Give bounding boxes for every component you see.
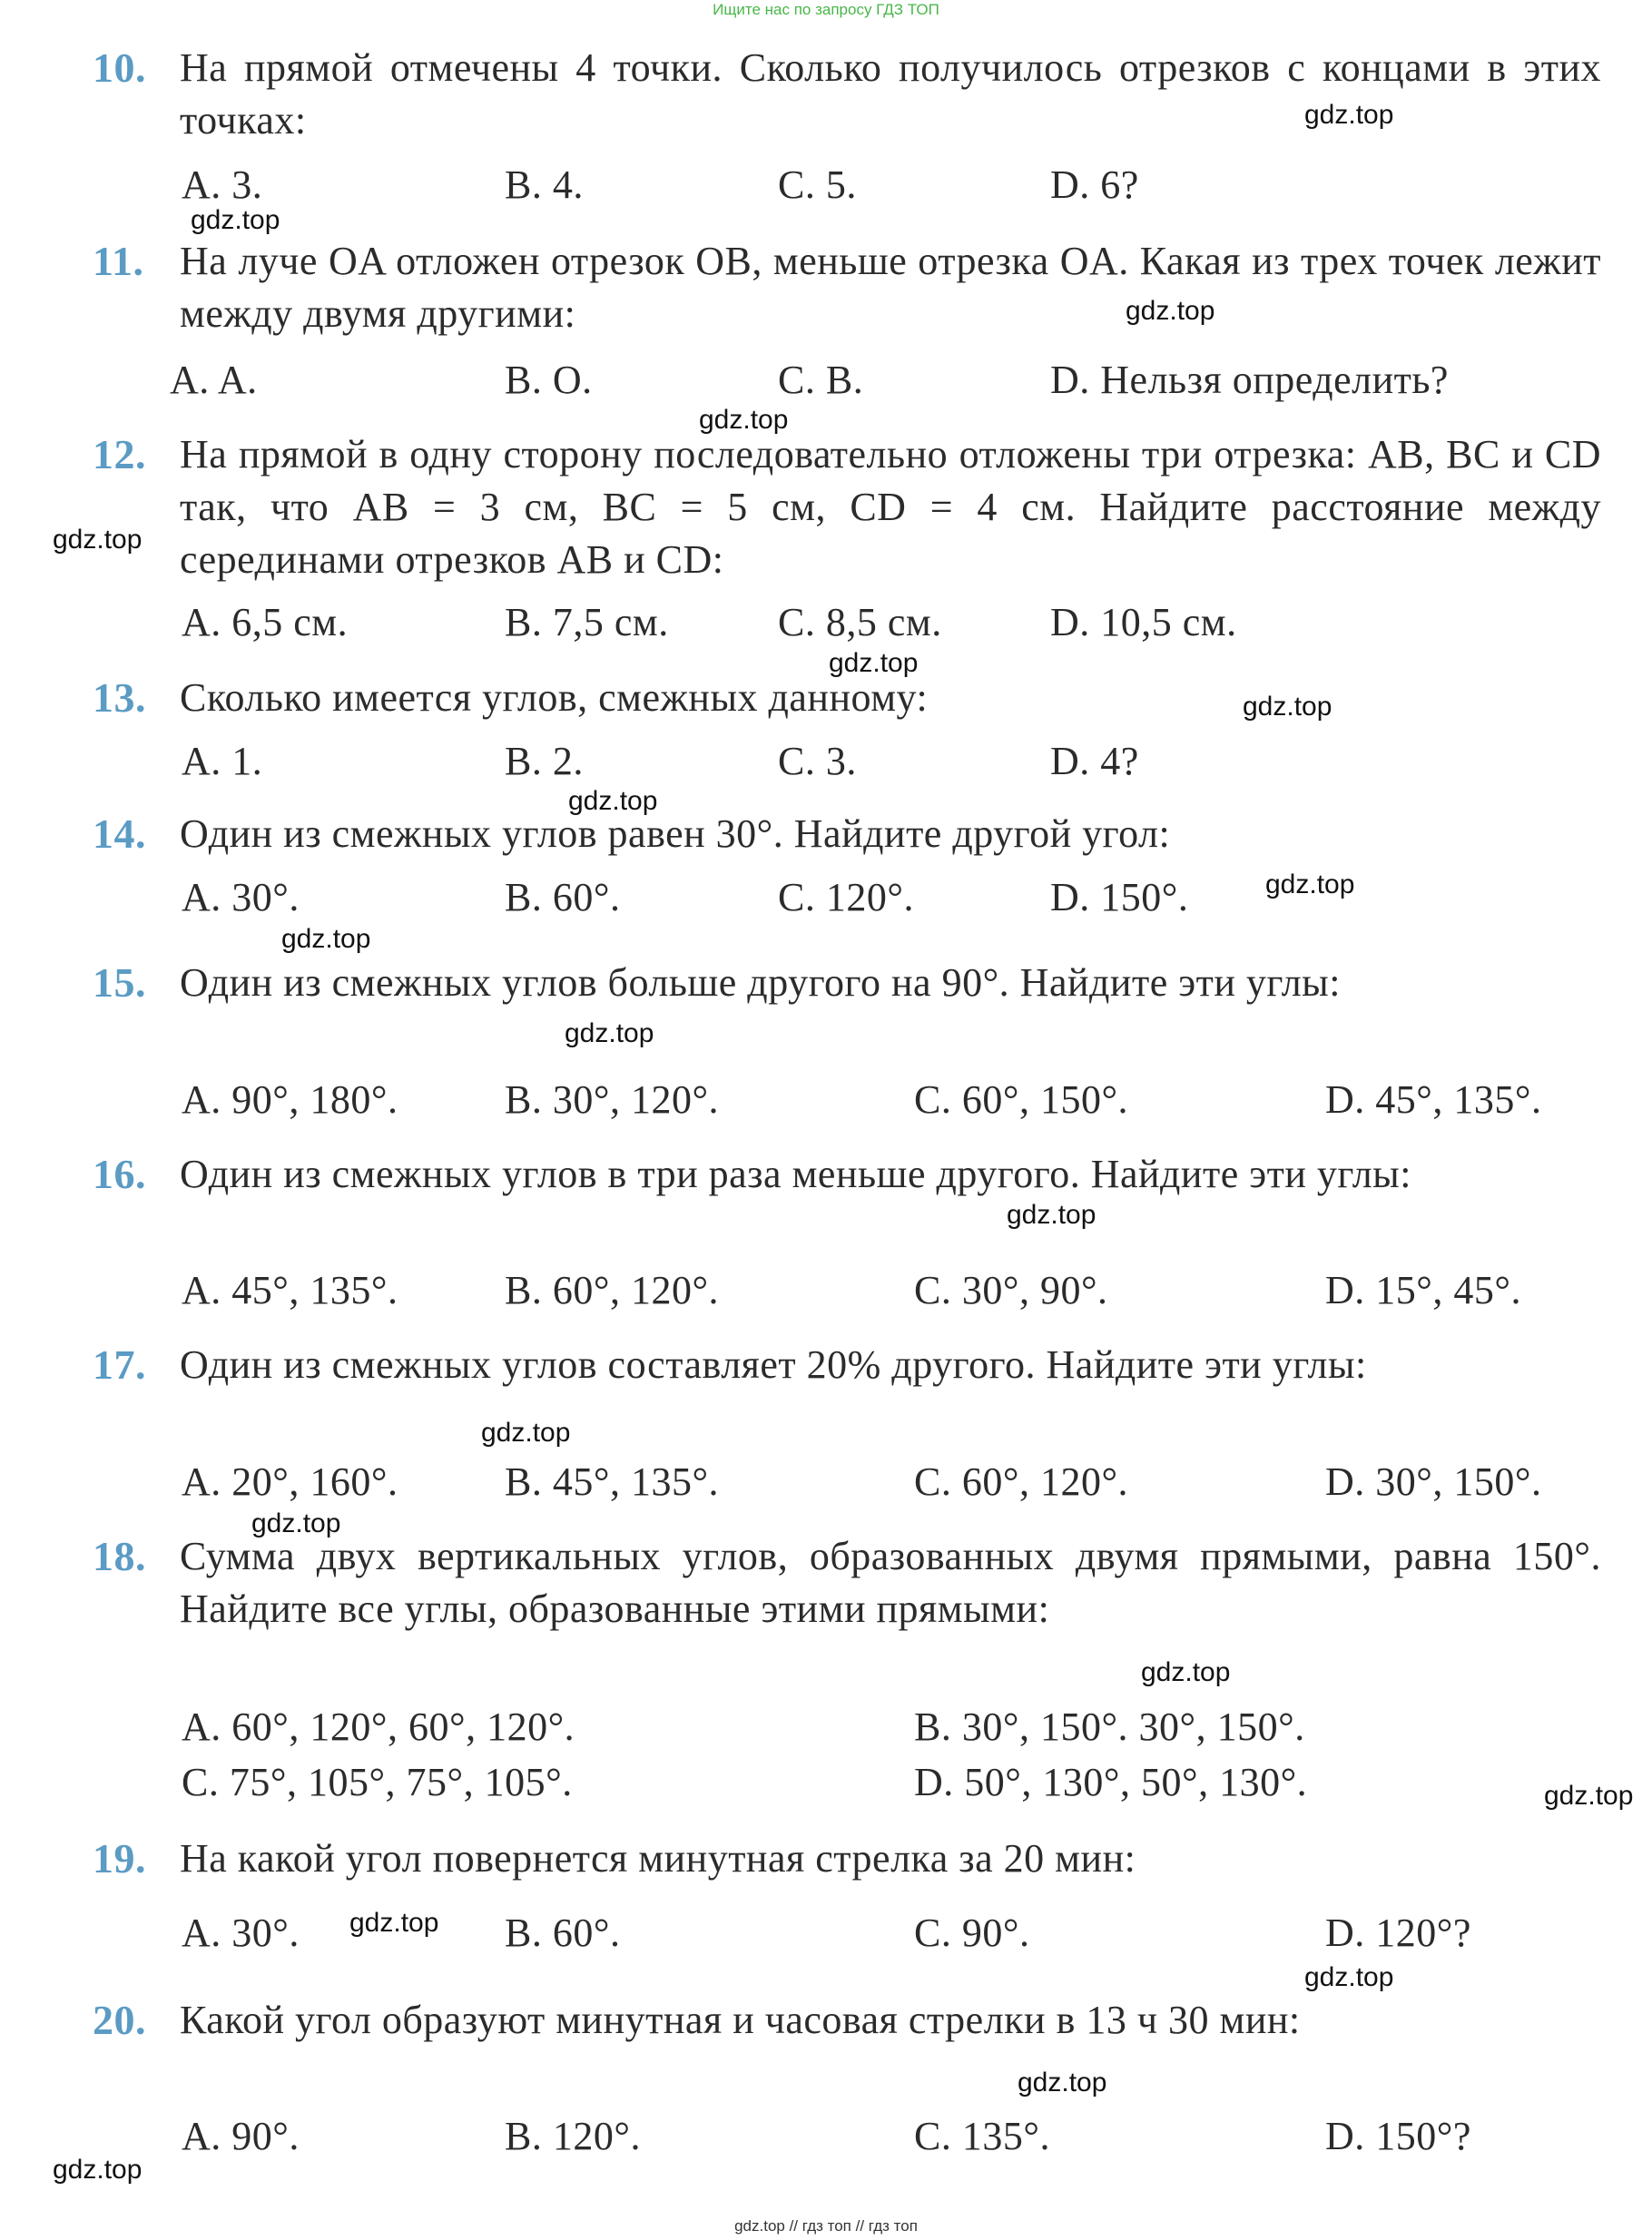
question-18-answer-a: A. 60°, 120°, 60°, 120°. [182, 1705, 575, 1749]
watermark: gdz.top [53, 2155, 143, 2185]
question-13-number: 13. [93, 674, 146, 721]
question-15-text: Один из смежных углов больше другого на 90°. Найдите эти углы: [180, 960, 1341, 1005]
question-15-answer-a: A. 90°, 180°. [182, 1077, 398, 1122]
question-19-answer-a: A. 30°. [182, 1911, 300, 1955]
question-14-answer-d: D. 150°. [1050, 875, 1189, 919]
question-18-answer-d: D. 50°, 130°, 50°, 130°. [914, 1760, 1308, 1804]
search-banner[interactable]: Ищите нас по запросу ГДЗ ТОП [713, 1, 939, 18]
question-13-answer-d: D. 4? [1050, 739, 1139, 783]
question-19-answer-c: C. 90°. [914, 1911, 1030, 1955]
watermark: gdz.top [1304, 100, 1394, 130]
watermark: gdz.top [1126, 296, 1215, 326]
watermark: gdz.top [699, 405, 789, 435]
question-10-answer-a: A. 3. [182, 162, 263, 207]
question-16-text: Один из смежных углов в три раза меньше другого. Найдите эти углы: [180, 1152, 1411, 1196]
question-20-text: Какой угол образуют минутная и часовая стрелки в 13 ч 30 мин: [180, 1998, 1301, 2042]
question-16-answer-b: B. 60°, 120°. [505, 1268, 720, 1312]
question-20-answer-a: A. 90°. [182, 2114, 300, 2158]
question-15-answer-c: C. 60°, 150°. [914, 1077, 1129, 1122]
watermark: gdz.top [1265, 869, 1355, 899]
question-12-number: 12. [93, 431, 146, 477]
question-10-answer-c: C. 5. [778, 162, 857, 207]
question-17-text: Один из смежных углов составляет 20% другого. Найдите эти углы: [180, 1342, 1367, 1387]
question-13-answer-a: A. 1. [182, 739, 263, 783]
watermark: gdz.top [349, 1908, 439, 1938]
question-16-answer-c: C. 30°, 90°. [914, 1268, 1108, 1312]
question-13-answer-c: C. 3. [778, 739, 857, 783]
watermark: gdz.top [1243, 692, 1332, 722]
question-17-answer-a: A. 20°, 160°. [182, 1459, 398, 1504]
question-19-answer-b: B. 60°. [505, 1911, 621, 1955]
question-10-answer-b: B. 4. [505, 162, 584, 207]
question-19-answer-d: D. 120°? [1325, 1911, 1471, 1955]
watermark: gdz.top [1007, 1200, 1096, 1230]
question-15-answer-d: D. 45°, 135°. [1325, 1077, 1542, 1122]
question-20-answer-b: B. 120°. [505, 2114, 641, 2158]
watermark: gdz.top [565, 1018, 654, 1048]
question-12-text: На прямой в одну сторону последовательно отложены три отрезка: AB, BC и CD так, что AB = 3 см, BC = 5 см, CD = 4 см. Найдите расстояние между серединами отрезков AB и CD: [180, 432, 1601, 582]
question-16-answer-a: A. 45°, 135°. [182, 1268, 398, 1312]
question-17-number: 17. [93, 1341, 146, 1388]
question-18-answer-c: C. 75°, 105°, 75°, 105°. [182, 1760, 573, 1804]
question-14-text: Один из смежных углов равен 30°. Найдите другой угол: [180, 811, 1171, 856]
question-11-answer-d: D. Нельзя определить? [1050, 358, 1449, 402]
watermark: gdz.top [191, 205, 280, 235]
question-12-answer-c: C. 8,5 см. [778, 600, 942, 644]
question-12-answer-d: D. 10,5 см. [1050, 600, 1237, 644]
question-10-number: 10. [93, 44, 146, 91]
watermark: gdz.top [568, 786, 658, 816]
question-15-answer-b: B. 30°, 120°. [505, 1077, 720, 1122]
question-14-number: 14. [93, 811, 146, 857]
footer-banner: gdz.top // гдз топ // гдз топ [734, 2217, 918, 2235]
question-10-text: На прямой отмечены 4 точки. Сколько получилось отрезков с концами в этих точках: [180, 45, 1601, 142]
question-14-answer-a: A. 30°. [182, 875, 300, 919]
watermark: gdz.top [1544, 1781, 1634, 1811]
question-19-number: 19. [93, 1835, 146, 1881]
question-20-answer-c: C. 135°. [914, 2114, 1050, 2158]
watermark: gdz.top [281, 924, 371, 954]
question-11-number: 11. [93, 238, 144, 284]
question-12-answer-a: A. 6,5 см. [182, 600, 349, 644]
question-11-answer-c: C. B. [778, 358, 864, 402]
question-20-answer-d: D. 150°? [1325, 2114, 1471, 2158]
question-12-answer-b: B. 7,5 см. [505, 600, 669, 644]
question-16-number: 16. [93, 1151, 146, 1197]
watermark: gdz.top [1141, 1657, 1231, 1687]
question-13-answer-b: B. 2. [505, 739, 584, 783]
watermark: gdz.top [481, 1418, 571, 1448]
question-17-answer-d: D. 30°, 150°. [1325, 1459, 1542, 1504]
question-18-answer-b: B. 30°, 150°. 30°, 150°. [914, 1705, 1305, 1749]
question-14-answer-b: B. 60°. [505, 875, 621, 919]
question-10-answer-d: D. 6? [1050, 162, 1139, 207]
question-20-number: 20. [93, 1997, 146, 2043]
question-11-answer-a: A. A. [170, 358, 258, 402]
watermark: gdz.top [829, 648, 919, 678]
watermark: gdz.top [1304, 1962, 1394, 1992]
question-13-text: Сколько имеется углов, смежных данному: [180, 675, 929, 720]
watermark: gdz.top [251, 1508, 341, 1538]
question-11-text: На луче OA отложен отрезок OB, меньше отрезка OA. Какая из трех точек лежит между двумя другими: [180, 239, 1601, 336]
watermark: gdz.top [1018, 2068, 1107, 2098]
question-17-answer-c: C. 60°, 120°. [914, 1459, 1129, 1504]
question-14-answer-c: C. 120°. [778, 875, 914, 919]
question-16-answer-d: D. 15°, 45°. [1325, 1268, 1521, 1312]
question-17-answer-b: B. 45°, 135°. [505, 1459, 720, 1504]
watermark: gdz.top [53, 525, 143, 555]
question-19-text: На какой угол повернется минутная стрелка за 20 мин: [180, 1836, 1136, 1881]
question-11-answer-b: B. O. [505, 358, 593, 402]
question-18-number: 18. [93, 1533, 146, 1579]
question-18-text: Сумма двух вертикальных углов, образованных двумя прямыми, равна 150°. Найдите все углы, образованные этими прямыми: [180, 1534, 1601, 1631]
question-15-number: 15. [93, 959, 146, 1006]
